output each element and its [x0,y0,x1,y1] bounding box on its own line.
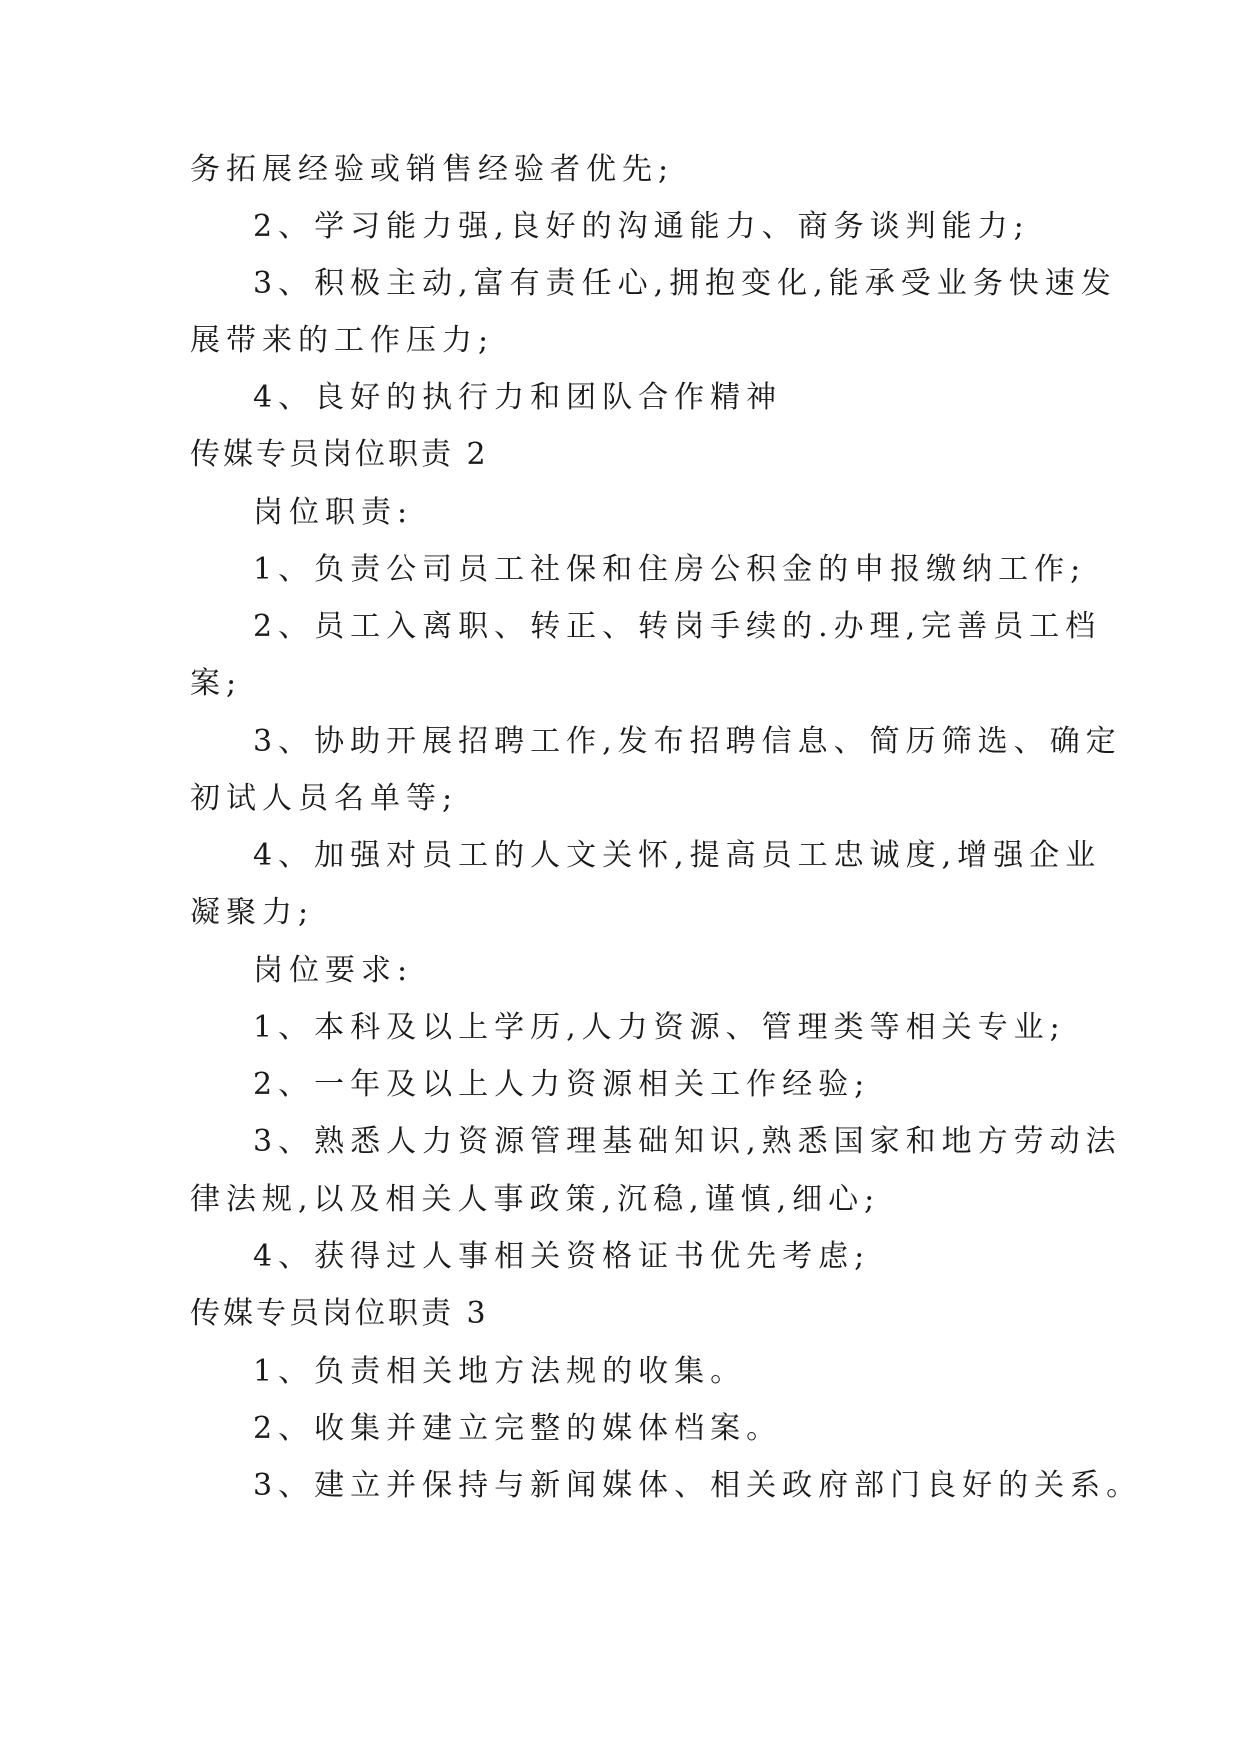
list-item: 4、良好的执行力和团队合作精神 [253,380,783,415]
text-line: 初试人员名单等; [190,781,459,816]
list-item: 3、协助开展招聘工作,发布招聘信息、简历筛选、确定 [253,724,1122,759]
list-item: 2、学习能力强,良好的沟通能力、商务谈判能力; [253,209,1030,244]
text-line: 展带来的工作压力; [190,323,495,358]
section-heading: 传媒专员岗位职责 3 [190,1296,489,1331]
list-item: 3、熟悉人力资源管理基础知识,熟悉国家和地方劳动法 [253,1124,1122,1159]
subsection-label: 岗位职责: [253,495,414,530]
list-item: 1、本科及以上学历,人力资源、管理类等相关专业; [253,1010,1066,1045]
list-item: 1、负责相关地方法规的收集。 [253,1354,747,1389]
list-item: 4、加强对员工的人文关怀,提高员工忠诚度,增强企业 [253,838,1102,873]
list-item: 2、员工入离职、转正、转岗手续的.办理,完善员工档 [253,609,1102,644]
list-item: 2、一年及以上人力资源相关工作经验; [253,1067,871,1102]
list-item: 3、积极主动,富有责任心,拥抱变化,能承受业务快速发 [253,266,1117,301]
text-line: 律法规,以及相关人事政策,沉稳,谨慎,细心; [190,1182,881,1217]
list-item: 4、获得过人事相关资格证书优先考虑; [253,1239,871,1274]
subsection-label: 岗位要求: [253,953,414,988]
list-item: 1、负责公司员工社保和住房公积金的申报缴纳工作; [253,552,1087,587]
section-heading: 传媒专员岗位职责 2 [190,437,489,472]
text-line: 凝聚力; [190,895,315,930]
list-item: 2、收集并建立完整的媒体档案。 [253,1411,783,1446]
text-line: 案; [190,666,243,701]
text-line: 务拓展经验或销售经验者优先; [190,152,675,187]
list-item: 3、建立并保持与新闻媒体、相关政府部门良好的关系。 [253,1468,1143,1503]
